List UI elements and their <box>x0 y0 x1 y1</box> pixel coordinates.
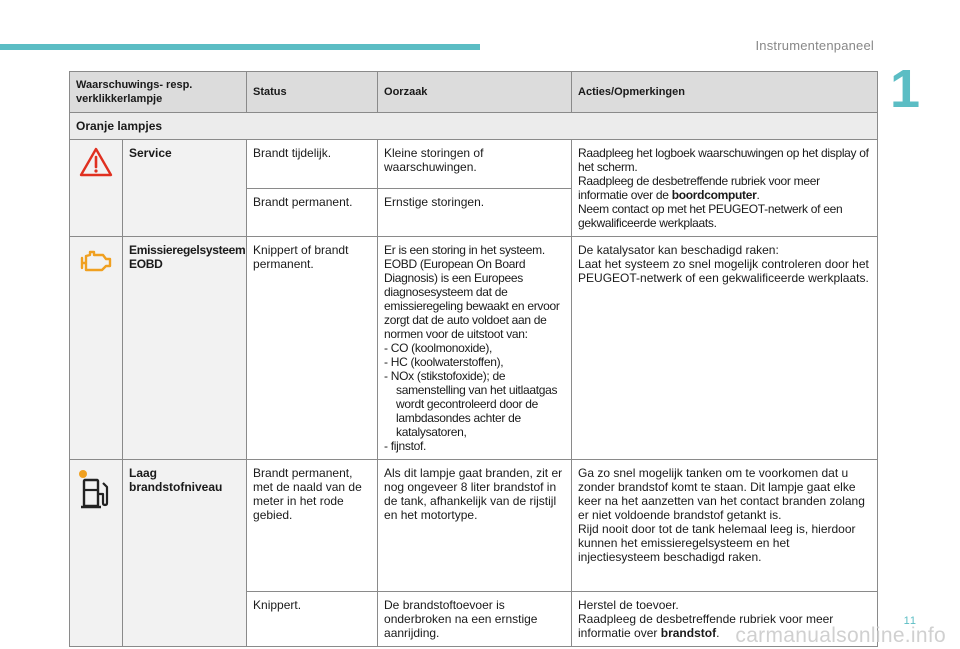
lamp-name: Service <box>123 140 247 237</box>
action-cell: De katalysator kan beschadigd raken: Laat het systeem zo snel mogelijk controleren door het PEUGEOT-netwerk of een gekwalificeerde werkplaats. <box>572 237 878 460</box>
action-text: Neem contact op met het PEUGEOT-netwerk of een gekwalificeerde werkplaats. <box>578 202 843 230</box>
footer-watermark: carmanualsonline.info <box>735 624 946 647</box>
status-cell: Brandt permanent, met de naald van de meter in het rode gebied. <box>247 460 378 592</box>
column-header-cause: Oorzaak <box>378 72 572 113</box>
header-accent-bar <box>0 44 480 50</box>
action-bold-term: boordcomputer <box>671 188 757 202</box>
chapter-number: 1 <box>889 59 920 119</box>
action-cell: Herstel de toevoer. Raadpleeg de desbetreffende rubriek voor meer informatie over brandstof. <box>572 592 878 647</box>
list-item: - HC (koolwaterstoffen), <box>384 355 504 369</box>
action-bold-term: brandstof <box>660 626 717 640</box>
page-number: 11 <box>903 615 917 627</box>
table-row <box>70 460 878 592</box>
section-row <box>70 113 878 140</box>
icon-cell <box>70 237 123 460</box>
status-cell: Knippert. <box>247 592 378 647</box>
table-row <box>70 140 878 189</box>
table-row <box>70 237 878 460</box>
cause-cell <box>378 237 572 460</box>
cause-cell: Ernstige storingen. <box>378 188 572 237</box>
action-text: Herstel de toevoer. Raadpleeg de desbetreffende rubriek voor meer informatie over <box>578 598 834 640</box>
lamp-name: Emissieregelsysteem EOBD <box>123 237 247 460</box>
list-item: - fijnstof. <box>384 439 427 453</box>
column-header-lamp: Waarschuwings- resp. verklikkerlampje <box>70 72 247 113</box>
warning-lights-table <box>69 71 878 647</box>
column-header-actions: Acties/Opmerkingen <box>572 72 878 113</box>
action-text: Raadpleeg de desbetreffende rubriek voor meer informatie over de <box>578 174 820 202</box>
action-cell: Raadpleeg het logboek waarschuwingen op het display of het scherm. Raadpleeg de desbetreffende rubriek voor meer informatie over de boordcomputer. Neem contact op met het PEUGEOT-netwerk of een gekwalificeerde werkplaats. <box>572 140 878 237</box>
action-cell: Ga zo snel mogelijk tanken om te voorkomen dat u zonder brandstof komt te staan. Dit lampje gaat elke keer na het aanzetten van het contact branden zolang er niet voldoende brandstof getankt is. Rijd nooit door tot de tank helemaal leeg is, hierdoor kunnen het emissieregelsysteem en het injectiesysteem beschadigd raken. <box>572 460 878 592</box>
engine-icon <box>78 249 114 275</box>
warning-triangle-icon <box>78 146 114 178</box>
cause-cell: Als dit lampje gaat branden, zit er nog ongeveer 8 liter brandstof in de tank, afhankelijk van de rijstijl en het motortype. <box>378 460 572 592</box>
cause-cell: De brandstoftoevoer is onderbroken na een ernstige aanrijding. <box>378 592 572 647</box>
list-item: - NOx (stikstofoxide); de samenstelling van het uitlaatgas wordt gecontroleerd door de lambdasondes achter de katalysatoren, <box>384 369 558 439</box>
page-header-title: Instrumentenpaneel <box>755 38 874 53</box>
cause-intro: Er is een storing in het systeem. EOBD (European On Board Diagnosis) is een Europees diagnosesysteem dat de emissieregeling bewaakt en ervoor zorgt dat de auto voldoet aan de normen voor de uitstoot van: <box>384 243 560 341</box>
list-item: - CO (koolmonoxide), <box>384 341 493 355</box>
icon-cell <box>70 460 123 647</box>
emission-list <box>384 341 565 453</box>
fuel-pump-icon <box>79 476 113 510</box>
table-header-row <box>70 72 878 113</box>
action-text: Raadpleeg het logboek waarschuwingen op het display of het scherm. <box>578 146 869 174</box>
column-header-status: Status <box>247 72 378 113</box>
icon-cell <box>70 140 123 237</box>
section-title: Oranje lampjes <box>70 113 878 140</box>
status-cell: Brandt tijdelijk. <box>247 140 378 189</box>
status-cell: Knippert of brandt permanent. <box>247 237 378 460</box>
cause-cell: Kleine storingen of waarschuwingen. <box>378 140 572 189</box>
lamp-name: Laag brandstofniveau <box>123 460 247 647</box>
orange-indicator-dot <box>79 470 87 478</box>
status-cell: Brandt permanent. <box>247 188 378 237</box>
